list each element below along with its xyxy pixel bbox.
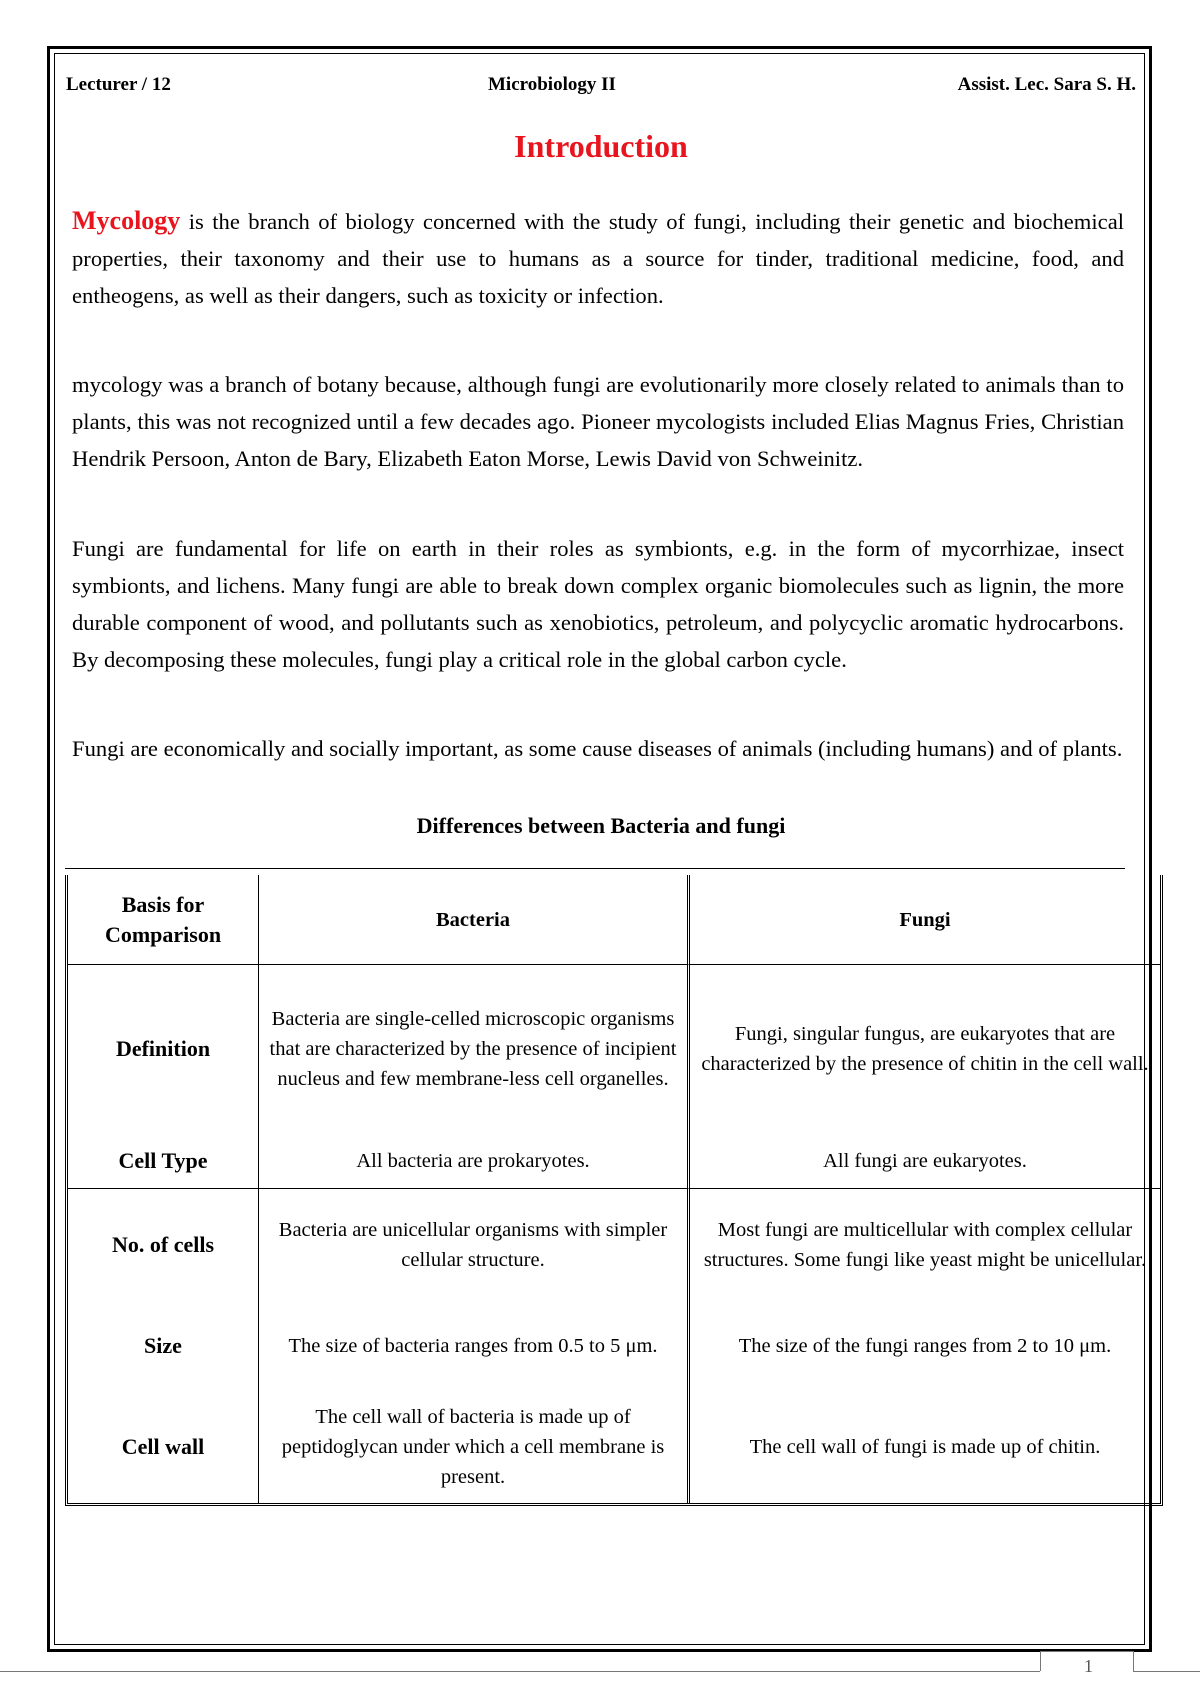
table-row (68, 1391, 1160, 1503)
bacteria-cell: Bacteria are unicellular organisms with simpler cellular structure. (259, 1189, 690, 1301)
bacteria-cell: All bacteria are prokaryotes. (259, 1133, 690, 1189)
row-label: Definition (68, 965, 259, 1133)
footer-rule (1133, 1651, 1134, 1671)
row-label: Cell Type (68, 1133, 259, 1189)
footer-rule (1040, 1651, 1133, 1652)
paragraph-text: is the branch of biology concerned with the study of fungi, including their genetic and biochemical properties, their taxonomy and their use to humans as a source for tinder, traditional medicine, food, and entheogens, as well as their dangers, such as toxicity or infection. (72, 209, 1124, 308)
bacteria-cell: The size of bacteria ranges from 0.5 to 5 μm. (259, 1301, 690, 1391)
bacteria-cell: The cell wall of bacteria is made up of peptidoglycan under which a cell membrane is present. (259, 1391, 690, 1503)
comparison-table-container (65, 868, 1149, 1506)
term-mycology: Mycology (72, 206, 181, 235)
fungi-cell: Fungi, singular fungus, are eukaryotes that are characterized by the presence of chitin in the cell wall. (701, 1023, 1149, 1075)
bacteria-cell: Bacteria are single-celled microscopic organisms that are characterized by the presence of incipient nucleus and few membrane-less cell organelles. (259, 965, 690, 1133)
table-row (68, 965, 1160, 1133)
footer-rule (0, 1671, 1040, 1672)
header-fungi: Fungi (690, 875, 1160, 965)
footer-rule (1133, 1671, 1200, 1672)
table-row (68, 1133, 1160, 1189)
fungi-cell: All fungi are eukaryotes. (690, 1133, 1160, 1189)
header-course: Microbiology II (488, 74, 616, 95)
table-title: Differences between Bacteria and fungi (416, 813, 786, 838)
page-header (66, 74, 1136, 104)
page-title: Introduction (514, 128, 688, 164)
header-bacteria: Bacteria (259, 875, 690, 965)
row-label: No. of cells (68, 1189, 259, 1301)
row-label: Cell wall (68, 1391, 259, 1503)
paragraph-mycology (72, 202, 1124, 314)
paragraph-importance: Fungi are economically and socially important, as some cause diseases of animals (including humans) and of plants. (72, 736, 1123, 761)
paragraph-history: mycology was a branch of botany because, although fungi are evolutionarily more closely related to animals than to plants, this was not recognized until a few decades ago. Pioneer mycologists included Elias Magnus Fries, Christian Hendrik Persoon, Anton de Bary, Elizabeth Eaton Morse, Lewis David von Schweinitz. (72, 372, 1124, 471)
table-header-row (68, 875, 1160, 965)
comparison-table (65, 875, 1163, 1506)
fungi-cell: The size of the fungi ranges from 2 to 10 μm. (738, 1335, 1112, 1357)
table-top-rule (65, 868, 1125, 869)
table-row (68, 1301, 1160, 1391)
paragraph-ecology: Fungi are fundamental for life on earth in their roles as symbionts, e.g. in the form of mycorrhizae, insect symbionts, and lichens. Many fungi are able to break down complex organic biomolecules such as lignin, the more durable component of wood, and pollutants such as xenobiotics, petroleum, and polycyclic aromatic hydrocarbons. By decomposing these molecules, fungi play a critical role in the global carbon cycle. (72, 536, 1124, 672)
header-lecturer: Lecturer / 12 (66, 74, 171, 95)
header-basis: Basis for Comparison (68, 875, 259, 965)
fungi-cell: Most fungi are multicellular with complex cellular structures. Some fungi like yeast might be unicellular. (703, 1219, 1147, 1271)
fungi-cell: The cell wall of fungi is made up of chitin. (749, 1436, 1101, 1458)
header-author: Assist. Lec. Sara S. H. (957, 74, 1136, 95)
table-row (68, 1189, 1160, 1301)
page-number: 1 (1084, 1656, 1093, 1676)
footer-rule (1040, 1651, 1041, 1671)
row-label: Size (68, 1301, 259, 1391)
